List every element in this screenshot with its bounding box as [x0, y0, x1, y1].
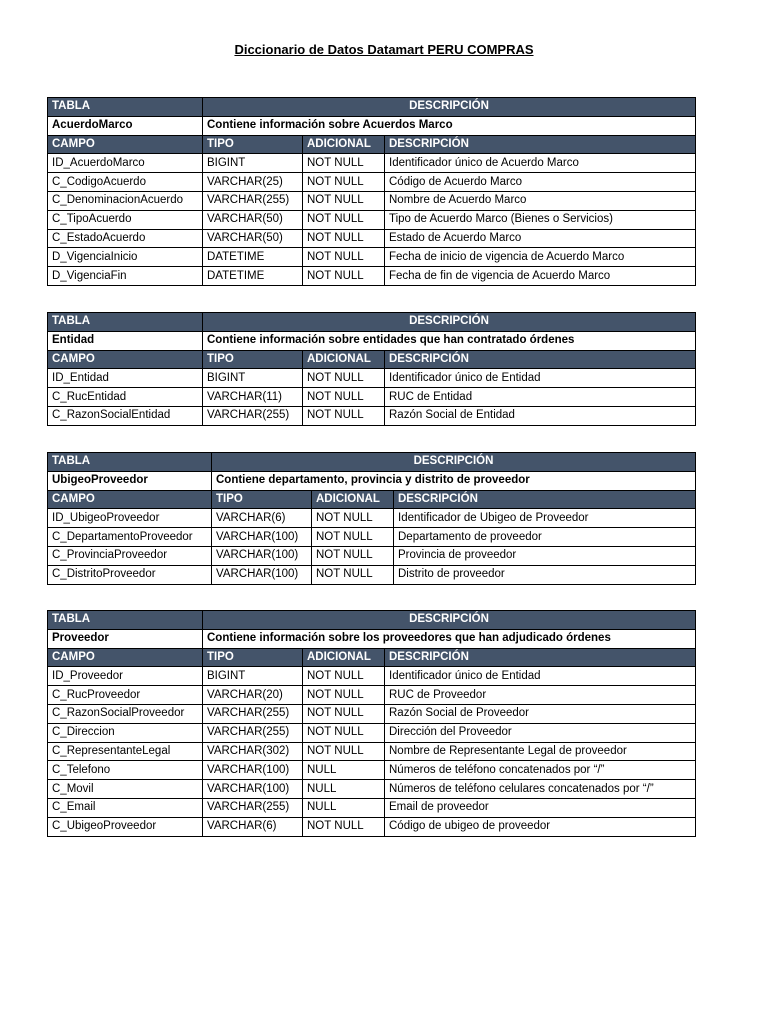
field-adicional: NOT NULL — [303, 406, 385, 425]
document-title: Diccionario de Datos Datamart PERU COMPRAS — [234, 42, 534, 57]
field-adicional: NOT NULL — [303, 191, 385, 210]
table-name-row — [48, 629, 696, 648]
field-tipo: BIGINT — [203, 667, 303, 686]
field-descripcion: Identificador de Ubigeo de Proveedor — [394, 509, 696, 528]
field-descripcion: Departamento de proveedor — [394, 528, 696, 547]
tipo-header: TIPO — [203, 648, 303, 667]
field-row — [48, 565, 696, 584]
field-campo: C_CodigoAcuerdo — [48, 173, 203, 192]
field-descripcion-header: DESCRIPCIÓN — [394, 490, 696, 509]
adicional-header: ADICIONAL — [312, 490, 394, 509]
table-acuerdomarco — [47, 97, 696, 286]
field-tipo: VARCHAR(255) — [203, 704, 303, 723]
field-tipo: VARCHAR(100) — [212, 528, 312, 547]
field-descripcion: Identificador único de Acuerdo Marco — [385, 154, 696, 173]
field-campo: C_DepartamentoProveedor — [48, 528, 212, 547]
field-adicional: NOT NULL — [303, 667, 385, 686]
field-adicional: NOT NULL — [303, 817, 385, 836]
field-descripcion-header: DESCRIPCIÓN — [385, 135, 696, 154]
field-tipo: VARCHAR(6) — [203, 817, 303, 836]
field-row — [48, 388, 696, 407]
field-descripcion: Razón Social de Proveedor — [385, 704, 696, 723]
field-campo: C_UbigeoProveedor — [48, 817, 203, 836]
field-campo: C_Movil — [48, 780, 203, 799]
field-campo: C_RazonSocialProveedor — [48, 704, 203, 723]
table-ubigeoproveedor — [47, 452, 696, 585]
field-descripcion: Código de ubigeo de proveedor — [385, 817, 696, 836]
table-name-row — [48, 471, 696, 490]
table-name-row — [48, 116, 696, 135]
tipo-header: TIPO — [212, 490, 312, 509]
field-descripcion: Razón Social de Entidad — [385, 406, 696, 425]
field-tipo: VARCHAR(6) — [212, 509, 312, 528]
tipo-header: TIPO — [203, 350, 303, 369]
table-name: Proveedor — [48, 629, 203, 648]
field-adicional: NOT NULL — [303, 210, 385, 229]
field-adicional: NOT NULL — [303, 369, 385, 388]
field-adicional: NOT NULL — [303, 229, 385, 248]
field-descripcion: Identificador único de Entidad — [385, 369, 696, 388]
field-tipo: VARCHAR(11) — [203, 388, 303, 407]
field-campo: C_Telefono — [48, 761, 203, 780]
field-campo: C_RucEntidad — [48, 388, 203, 407]
column-header-row — [48, 648, 696, 667]
field-campo: C_Direccion — [48, 723, 203, 742]
tabla-header: TABLA — [48, 98, 203, 117]
table-header-row — [48, 453, 696, 472]
descripcion-header: DESCRIPCIÓN — [203, 98, 696, 117]
field-tipo: VARCHAR(100) — [212, 565, 312, 584]
field-adicional: NOT NULL — [303, 704, 385, 723]
descripcion-header: DESCRIPCIÓN — [212, 453, 696, 472]
field-adicional: NOT NULL — [303, 723, 385, 742]
field-row — [48, 761, 696, 780]
field-row — [48, 154, 696, 173]
table-header-row — [48, 98, 696, 117]
field-campo: C_Email — [48, 798, 203, 817]
field-campo: C_ProvinciaProveedor — [48, 546, 212, 565]
field-campo: ID_UbigeoProveedor — [48, 509, 212, 528]
field-campo: ID_AcuerdoMarco — [48, 154, 203, 173]
field-tipo: VARCHAR(50) — [203, 229, 303, 248]
field-adicional: NOT NULL — [303, 154, 385, 173]
campo-header: CAMPO — [48, 350, 203, 369]
table-header-row — [48, 313, 696, 332]
table-name-row — [48, 331, 696, 350]
tabla-header: TABLA — [48, 313, 203, 332]
field-row — [48, 248, 696, 267]
field-descripcion: Identificador único de Entidad — [385, 667, 696, 686]
field-descripcion: Números de teléfono celulares concatenados por “/” — [385, 780, 696, 799]
column-header-row — [48, 135, 696, 154]
campo-header: CAMPO — [48, 490, 212, 509]
field-row — [48, 191, 696, 210]
field-descripcion: Provincia de proveedor — [394, 546, 696, 565]
field-campo: C_RazonSocialEntidad — [48, 406, 203, 425]
field-adicional: NOT NULL — [312, 546, 394, 565]
field-descripcion: Nombre de Representante Legal de proveedor — [385, 742, 696, 761]
field-tipo: VARCHAR(100) — [203, 780, 303, 799]
field-tipo: DATETIME — [203, 248, 303, 267]
table-description: Contiene información sobre Acuerdos Marco — [203, 116, 696, 135]
field-campo: C_TipoAcuerdo — [48, 210, 203, 229]
table-name: Entidad — [48, 331, 203, 350]
field-row — [48, 210, 696, 229]
field-adicional: NULL — [303, 761, 385, 780]
adicional-header: ADICIONAL — [303, 648, 385, 667]
field-row — [48, 667, 696, 686]
field-tipo: VARCHAR(25) — [203, 173, 303, 192]
field-row — [48, 173, 696, 192]
field-adicional: NOT NULL — [303, 267, 385, 286]
campo-header: CAMPO — [48, 135, 203, 154]
column-header-row — [48, 490, 696, 509]
field-descripcion: RUC de Entidad — [385, 388, 696, 407]
descripcion-header: DESCRIPCIÓN — [203, 313, 696, 332]
field-descripcion-header: DESCRIPCIÓN — [385, 648, 696, 667]
field-descripcion: Fecha de inicio de vigencia de Acuerdo Marco — [385, 248, 696, 267]
field-campo: ID_Proveedor — [48, 667, 203, 686]
field-tipo: VARCHAR(255) — [203, 406, 303, 425]
table-name: AcuerdoMarco — [48, 116, 203, 135]
field-adicional: NOT NULL — [312, 565, 394, 584]
field-row — [48, 742, 696, 761]
field-row — [48, 406, 696, 425]
field-descripcion: Dirección del Proveedor — [385, 723, 696, 742]
field-descripcion: Estado de Acuerdo Marco — [385, 229, 696, 248]
field-campo: C_EstadoAcuerdo — [48, 229, 203, 248]
field-descripcion: Números de teléfono concatenados por “/” — [385, 761, 696, 780]
field-campo: D_VigenciaFin — [48, 267, 203, 286]
field-adicional: NOT NULL — [303, 686, 385, 705]
field-descripcion: Distrito de proveedor — [394, 565, 696, 584]
field-row — [48, 509, 696, 528]
field-campo: C_RepresentanteLegal — [48, 742, 203, 761]
field-descripcion: Fecha de fin de vigencia de Acuerdo Marco — [385, 267, 696, 286]
field-campo: C_DenominacionAcuerdo — [48, 191, 203, 210]
tabla-header: TABLA — [48, 453, 212, 472]
campo-header: CAMPO — [48, 648, 203, 667]
field-tipo: VARCHAR(100) — [212, 546, 312, 565]
field-tipo: VARCHAR(255) — [203, 798, 303, 817]
field-adicional: NOT NULL — [303, 173, 385, 192]
field-tipo: VARCHAR(20) — [203, 686, 303, 705]
table-description: Contiene información sobre los proveedores que han adjudicado órdenes — [203, 629, 696, 648]
field-adicional: NULL — [303, 798, 385, 817]
field-adicional: NOT NULL — [303, 742, 385, 761]
field-descripcion: Nombre de Acuerdo Marco — [385, 191, 696, 210]
field-row — [48, 780, 696, 799]
table-entidad — [47, 312, 696, 426]
field-adicional: NOT NULL — [312, 509, 394, 528]
field-row — [48, 229, 696, 248]
field-descripcion: Email de proveedor — [385, 798, 696, 817]
field-descripcion-header: DESCRIPCIÓN — [385, 350, 696, 369]
adicional-header: ADICIONAL — [303, 135, 385, 154]
descripcion-header: DESCRIPCIÓN — [203, 611, 696, 630]
column-header-row — [48, 350, 696, 369]
table-description: Contiene información sobre entidades que han contratado órdenes — [203, 331, 696, 350]
field-tipo: BIGINT — [203, 369, 303, 388]
field-row — [48, 369, 696, 388]
field-campo: C_DistritoProveedor — [48, 565, 212, 584]
field-descripcion: Tipo de Acuerdo Marco (Bienes o Servicios) — [385, 210, 696, 229]
field-row — [48, 817, 696, 836]
field-adicional: NOT NULL — [303, 248, 385, 267]
field-row — [48, 704, 696, 723]
table-header-row — [48, 611, 696, 630]
field-row — [48, 546, 696, 565]
field-adicional: NULL — [303, 780, 385, 799]
field-tipo: VARCHAR(100) — [203, 761, 303, 780]
field-campo: D_VigenciaInicio — [48, 248, 203, 267]
table-description: Contiene departamento, provincia y distrito de proveedor — [212, 471, 696, 490]
field-tipo: DATETIME — [203, 267, 303, 286]
tipo-header: TIPO — [203, 135, 303, 154]
field-descripcion: Código de Acuerdo Marco — [385, 173, 696, 192]
field-tipo: VARCHAR(255) — [203, 723, 303, 742]
field-row — [48, 528, 696, 547]
field-tipo: VARCHAR(50) — [203, 210, 303, 229]
adicional-header: ADICIONAL — [303, 350, 385, 369]
field-adicional: NOT NULL — [312, 528, 394, 547]
field-descripcion: RUC de Proveedor — [385, 686, 696, 705]
field-tipo: BIGINT — [203, 154, 303, 173]
table-proveedor — [47, 610, 696, 837]
tabla-header: TABLA — [48, 611, 203, 630]
table-name: UbigeoProveedor — [48, 471, 212, 490]
field-row — [48, 267, 696, 286]
field-tipo: VARCHAR(255) — [203, 191, 303, 210]
field-adicional: NOT NULL — [303, 388, 385, 407]
field-campo: C_RucProveedor — [48, 686, 203, 705]
field-row — [48, 723, 696, 742]
field-campo: ID_Entidad — [48, 369, 203, 388]
field-row — [48, 798, 696, 817]
field-row — [48, 686, 696, 705]
field-tipo: VARCHAR(302) — [203, 742, 303, 761]
